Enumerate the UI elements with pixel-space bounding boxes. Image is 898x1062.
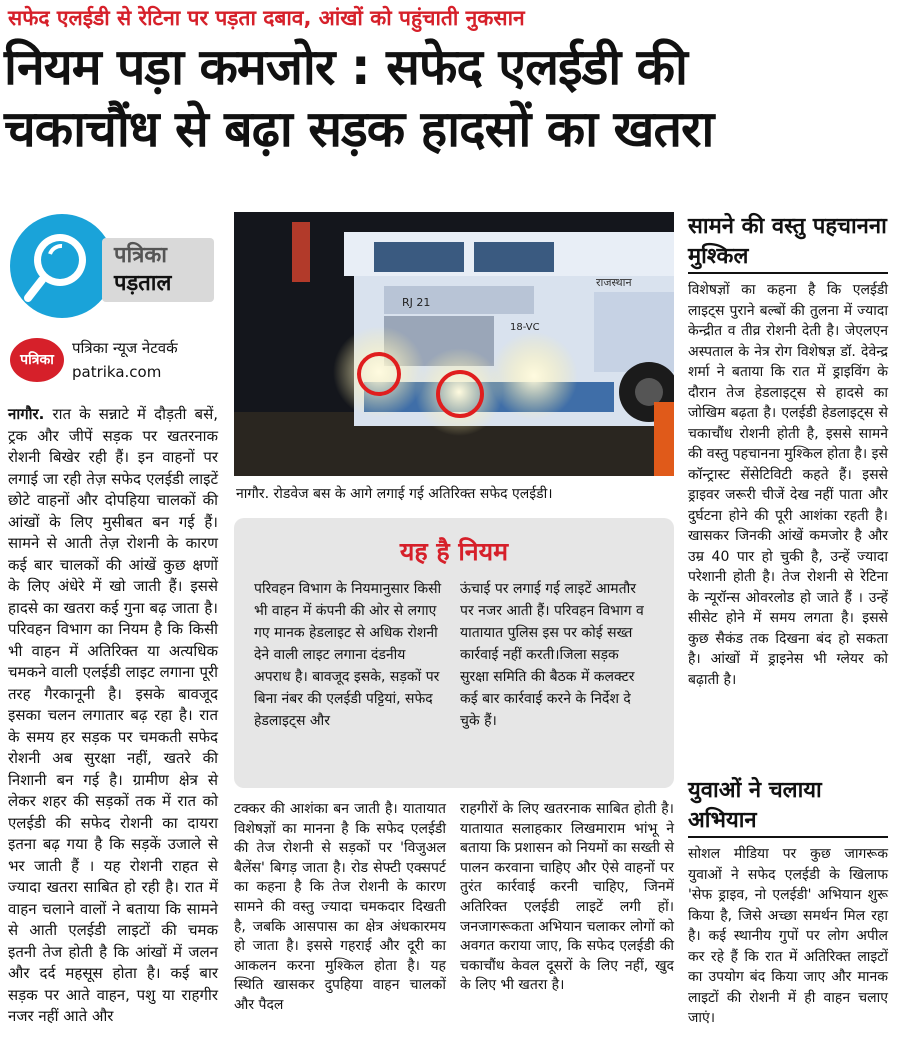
headline-line-2: चकाचौंध से बढ़ा सड़क हादसों का खतरा — [4, 100, 714, 158]
sidebar-box-2 — [688, 776, 888, 1029]
bus-side-text: राजस्थान — [596, 276, 632, 289]
rule-box-right-text: ऊंचाई पर लगाई गई लाइटें आमतौर पर नजर आती हैं। परिवहन विभाग व यातायात पुलिस इस पर कोई सख्त कार्रवाई नहीं करती।जिला सड़क सुरक्षा समिति की बैठक में कलक्टर कई बार कार्रवाई करने के निर्देश दे चुके हैं। — [460, 581, 644, 729]
bus-number: 18-VC — [510, 322, 540, 333]
logo-line-2: पड़ताल — [114, 271, 172, 296]
kicker-headline: सफेद एलईडी से रेटिना पर पड़ता दबाव, आंखों को पहुंचाती नुकसान — [8, 6, 525, 30]
column-1-text: रात के सन्नाटे में दौड़ती बसें, ट्रक और जीपें सड़क पर खतरनाक रोशनी बिखेर रही हैं। इन वाहनों पर लगाई जा रही तेज़ सफेद एलईडी लाइटें छोटे वाहनों और दोपहिया चालकों की आंखों के लिए मुसीबत बन गई हैं। सामने से आती तेज़ रोशनी के कारण कई बार चालकों की आंखें कुछ क्षणों के लिए अंधेरे में खो जाती हैं। इससे हादसे का खतरा कई गुना बढ़ जाता है। परिवहन विभाग का नियम है कि किसी भी वाहन में अतिरिक्त या अत्यधिक चमकने वाली एलईडी लाइट लगाना पूरी तरह गैरकानूनी है। इसके बावजूद इसका चलन लगातार बढ़ रहा है। रात के समय हर सड़क पर चमकती सफेद रोशनी अब सुरक्षा नहीं, खतरे की निशानी बन गई है। ग्रामीण क्षेत्र से लेकर शहर की सड़कों तक में रात को एलईडी की सफेद रोशनी का दायरा इतना बढ़ गया है कि सड़कें उजाले से भर जाती हैं । यह रोशनी राहत से ज्यादा खतरा साबित हो रही है। रात में वाहन चलाने वालों ने बताया कि सामने से आती एलईडी लाइटों की चमक इतनी तेज होती है कि आंखों में जलन और दर्द महसूस होता है। कई बार सड़क पर आते वाहन, पशु या राहगीर नजर नहीं आते और — [8, 405, 218, 1025]
patrika-padtal-logo — [10, 214, 220, 324]
sidebar-1-heading: सामने की वस्तु पहचानना मुश्किल — [688, 214, 887, 269]
photo-caption: नागौर. रोडवेज बस के आगे लगाई गई अतिरिक्त सफेद एलईडी। — [236, 486, 553, 502]
headline-line-1: नियम पड़ा कमजोर : सफेद एलईडी की — [4, 38, 687, 96]
bus-photo — [234, 212, 674, 476]
article-column-2: टक्कर की आशंका बन जाती है। यातायात विशेषज्ञों का मानना है कि सफेद एलईडी की तेज रोशनी से सड़कों पर 'विजुअल बैलेंस' बिगड़ जाता है। रोड सेफ्टी एक्सपर्ट का कहना है कि तेज रोशनी के कारण सामने की वस्तु ज्यादा चमकदार दिखती है, जबकि आसपास का क्षेत्र अंधकारमय हो जाता है। इससे गहराई और दूरी का आकलन करना मुश्किल होता है। यह स्थिति खासकर दुपहिया वाहन चालकों और पैदल — [234, 801, 446, 1013]
rule-box-title: यह है नियम — [399, 537, 509, 566]
bus-illustration — [234, 212, 674, 476]
bus-plate: RJ 21 — [402, 296, 431, 309]
logo-tag — [102, 238, 214, 302]
sidebar-2-heading: युवाओं ने चलाया अभियान — [688, 778, 822, 833]
patrika-badge: पत्रिका — [10, 338, 64, 382]
sidebar-box-1 — [688, 212, 888, 690]
rule-box — [234, 518, 674, 788]
sidebar-2-text: सोशल मीडिया पर कुछ जागरूक युवाओं ने सफेद एलईडी के खिलाफ 'सेफ ड्राइव, नो एलईडी' अभियान शुरू किया है, जिसे अच्छा समर्थन मिल रहा है। कई स्थानीय गुपों पर लोग अपील कर रहे हैं कि रात में अतिरिक्त लाइटों का उपयोग बंद किया जाए और मानक लाइटों की रोशनी में ही वाहन चलाए जाएं। — [688, 846, 888, 1026]
rule-box-left-text: परिवहन विभाग के नियमानुसार किसी भी वाहन में कंपनी की ओर से लगाए गए मानक हेडलाइट से अधिक रोशनी देने वाली लाइट लगाना दंडनीय अपराध है। बावजूद इसके, सड़कों पर बिना नंबर की एलईडी पट्टियां, सफेद हेडलाइट्स और — [254, 581, 442, 729]
magnifier-icon — [10, 214, 114, 318]
sidebar-1-rule — [688, 272, 888, 274]
article-column-3: राहगीरों के लिए खतरनाक साबित होती है। यातायात सलाहकार लिखमाराम भांभू ने बताया कि प्रशासन को नियमों का सख्ती से पालन करवाना चाहिए और ऐसे वाहनों पर तुरंत कार्रवाई करनी चाहिए, जिनमें अतिरिक्त एलईडी लाइटें लगी हों। जनजागरूकता अभियान चलाकर लोगों को अवगत कराया जाए, कि सफेद एलईडी की चकाचौंध केवल दूसरों के लिए नहीं, खुद के लिए भी खतरा है। — [460, 801, 674, 994]
byline — [10, 334, 224, 390]
sidebar-1-text: विशेषज्ञों का कहना है कि एलईडी लाइट्स पुराने बल्बों की तुलना में ज्यादा केन्द्रीत व तीव्र रोशनी देती है। जेएलएन अस्पताल के नेत्र रोग विशेषज्ञ डॉ. देवेन्द्र शर्मा ने बताया कि रात में ड्राइविंग के दौरान तेज हेडलाइट्स से हादसे का जोखिम बढ़ता है। एलईडी हेडलाइट्स से चकाचौंध रोशनी होती है, इससे सामने की वस्तु पहचानना मुश्किल होता है। इसे कॉन्ट्रास्ट सेंसेटिविटी कहते हैं। इससे ड्राइवर जरूरी चीजें देख नहीं पाता और दुर्घटना होने की पूरी आशंका रहती है। खासकर जिनकी आंखें कमजोर है और उम्र 40 पार हो चुकी है, उन्हें ज्यादा परेशानी होती है। तेज रोशनी से रेटिना के न्यूरॉन्स ओवरलोड हो जाते हैं । उन्हें सीसेट होने में समय लगता है। इससे कुछ सैकंड तक दिखना बंद हो सकता है। आंखों में ड्राइनेस भी ग्लेयर को बढ़ाती है। — [688, 282, 888, 688]
logo-line-1: पत्रिका — [114, 243, 167, 268]
byline-text — [72, 336, 178, 384]
news-network: पत्रिका न्यूज नेटवर्क — [72, 339, 178, 357]
sidebar-2-rule — [688, 836, 888, 838]
main-headline — [4, 36, 894, 160]
dateline: नागौर. — [8, 405, 45, 423]
article-column-1 — [8, 404, 218, 1028]
website: patrika.com — [72, 363, 162, 381]
